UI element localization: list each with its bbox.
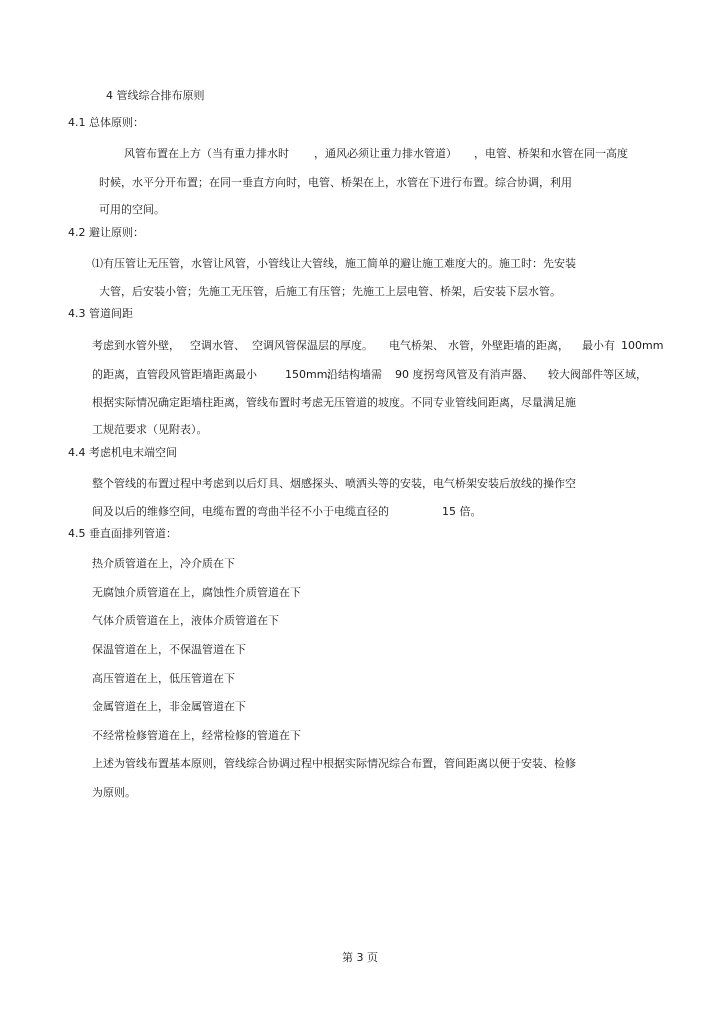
section-4-4-paragraph-line-1: 整个管线的布置过程中考虑到以后灯具、烟感探头、喷洒头等的安装，电气桥架安装后放线的操作空 bbox=[92, 477, 576, 490]
section-4-4-heading: 4.4 考虑机电末端空间 bbox=[68, 446, 177, 459]
list-item: 热介质管道在上，冷介质在下 bbox=[92, 557, 235, 570]
section-4-3-heading: 4.3 管道间距 bbox=[68, 307, 133, 320]
text-fragment: 间及以后的维修空间，电缆布置的弯曲半径不小于电缆直径的 bbox=[92, 505, 389, 518]
list-item: 保温管道在上，不保温管道在下 bbox=[92, 643, 246, 656]
text-fragment: 15 倍。 bbox=[442, 505, 482, 518]
text-fragment: 的距离，直管段风管距墙距离最小 bbox=[92, 368, 257, 381]
text-fragment: 90 度拐弯风管及有消声器、 bbox=[395, 368, 534, 381]
text-fragment: ，通风必须让重力排水管道） bbox=[314, 147, 457, 160]
section-4-5-heading: 4.5 垂直面排列管道： bbox=[68, 527, 177, 540]
text-fragment: 水管，外壁距墙的距离， bbox=[448, 339, 569, 352]
section-4-1-paragraph-line-2: 时候，水平分开布置；在同一垂直方向时，电管、桥架在上，水管在下进行布置。综合协调，利用 bbox=[99, 176, 572, 189]
chapter-title: 4 管线综合排布原则 bbox=[106, 89, 205, 102]
list-item: 高压管道在上，低压管道在下 bbox=[92, 672, 235, 685]
text-fragment: 100mm bbox=[621, 339, 664, 352]
list-item: 气体介质管道在上，液体介质管道在下 bbox=[92, 614, 279, 627]
list-item: 金属管道在上，非金属管道在下 bbox=[92, 700, 246, 713]
section-4-2-paragraph-line-1: ⑴有压管让无压管，水管让风管，小管线让大管线，施工简单的避让施工难度大的。施工时：先安装 bbox=[92, 257, 576, 270]
text-fragment: 电气桥架、 bbox=[389, 339, 444, 352]
text-fragment: 考虑到水管外壁， bbox=[92, 339, 180, 352]
list-item: 无腐蚀介质管道在上，腐蚀性介质管道在下 bbox=[92, 586, 301, 599]
section-4-2-paragraph-line-2: 大管，后安装小管；先施工无压管，后施工有压管；先施工上层电管、桥架，后安装下层水管。 bbox=[99, 285, 561, 298]
section-4-2-heading: 4.2 避让原则： bbox=[68, 226, 144, 239]
section-4-5-summary-line-1: 上述为管线布置基本原则，管线综合协调过程中根据实际情况综合布置，管间距离以便于安装、检修 bbox=[92, 757, 576, 770]
section-4-3-paragraph-line-4: 工规范要求（见附表）。 bbox=[92, 423, 208, 436]
section-4-5-summary-line-2: 为原则。 bbox=[92, 786, 136, 799]
text-fragment: 较大阀部件等区域， bbox=[548, 368, 647, 381]
section-4-1-heading: 4.1 总体原则： bbox=[68, 116, 144, 129]
text-fragment: 最小有 bbox=[582, 339, 615, 352]
page-number: 第 3 页 bbox=[342, 951, 378, 964]
text-fragment: 150mm; bbox=[285, 368, 332, 381]
text-fragment: 沿结构墙需 bbox=[327, 368, 382, 381]
text-fragment: 风管布置在上方（当有重力排水时 bbox=[124, 147, 289, 160]
text-fragment: 空调水管、 bbox=[190, 339, 245, 352]
text-fragment: ，电管、桥架和水管在同一高度 bbox=[474, 147, 628, 160]
section-4-3-paragraph-line-3: 根据实际情况确定距墙柱距离，管线布置时考虑无压管道的坡度。不同专业管线间距离，尽量满足施 bbox=[92, 396, 576, 409]
list-item: 不经常检修管道在上，经常检修的管道在下 bbox=[92, 729, 301, 742]
section-4-1-paragraph-line-3: 可用的空间。 bbox=[99, 203, 165, 216]
text-fragment: 空调风管保温层的厚度。 bbox=[252, 339, 373, 352]
